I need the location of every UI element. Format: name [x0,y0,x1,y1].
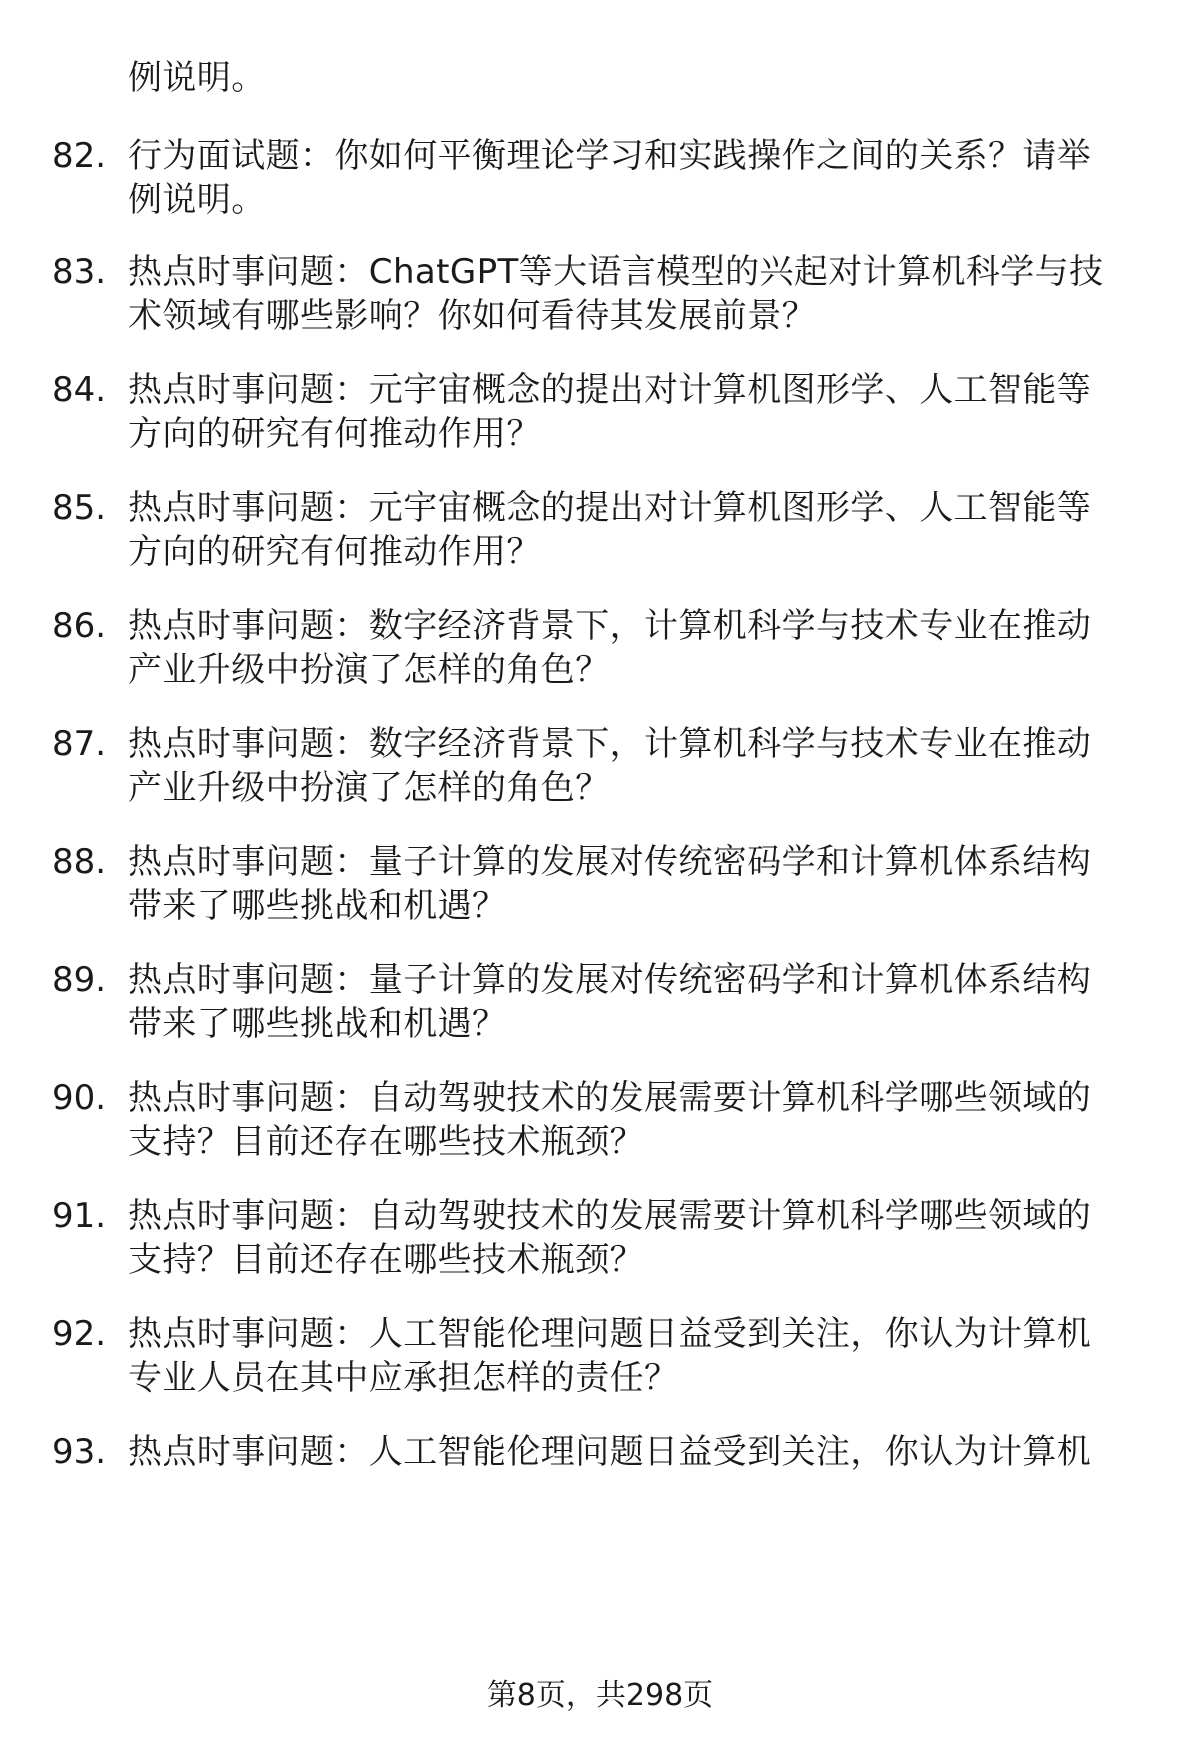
item-line-2: 产业升级中扮演了怎样的角色？ [128,650,610,690]
item-number: 86. [52,606,107,646]
item-number: 83. [52,252,107,292]
item-number: 92. [52,1314,107,1354]
item-line-1: 热点时事问题：自动驾驶技术的发展需要计算机科学哪些领域的 [128,1078,1092,1118]
item-number: 91. [52,1196,107,1236]
item-line-1: 热点时事问题：自动驾驶技术的发展需要计算机科学哪些领域的 [128,1196,1092,1236]
item-line-2: 带来了哪些挑战和机遇？ [128,886,507,926]
item-number: 84. [52,370,107,410]
item-line-2: 术领域有哪些影响？你如何看待其发展前景？ [128,296,816,336]
item-line-2: 专业人员在其中应承担怎样的责任？ [128,1358,679,1398]
item-line-2: 支持？目前还存在哪些技术瓶颈？ [128,1240,644,1280]
item-line-1: 热点时事问题：人工智能伦理问题日益受到关注，你认为计算机 [128,1314,1092,1354]
item-line-1: 热点时事问题：数字经济背景下，计算机科学与技术专业在推动 [128,606,1092,646]
item-line-1: 热点时事问题：量子计算的发展对传统密码学和计算机体系结构 [128,842,1092,882]
item-number: 88. [52,842,107,882]
item-number: 90. [52,1078,107,1118]
item-line-2: 支持？目前还存在哪些技术瓶颈？ [128,1122,644,1162]
item-line-1: 热点时事问题：量子计算的发展对传统密码学和计算机体系结构 [128,960,1092,1000]
item-number: 87. [52,724,107,764]
item-line-1: 热点时事问题：人工智能伦理问题日益受到关注，你认为计算机 [128,1432,1092,1472]
page-number-footer: 第8页，共298页 [486,1678,714,1713]
item-line-1: 行为面试题：你如何平衡理论学习和实践操作之间的关系？请举 [128,136,1092,176]
carryover-text: 例说明。 [128,58,266,98]
item-line-2: 产业升级中扮演了怎样的角色？ [128,768,610,808]
item-number: 93. [52,1432,107,1472]
item-line-2: 方向的研究有何推动作用？ [128,532,541,572]
item-line-2: 带来了哪些挑战和机遇？ [128,1004,507,1044]
item-number: 89. [52,960,107,1000]
item-line-1: 热点时事问题：元宇宙概念的提出对计算机图形学、人工智能等 [128,488,1092,528]
item-line-1: 热点时事问题：数字经济背景下，计算机科学与技术专业在推动 [128,724,1092,764]
item-number: 85. [52,488,107,528]
item-line-2: 方向的研究有何推动作用？ [128,414,541,454]
item-line-1: 热点时事问题：元宇宙概念的提出对计算机图形学、人工智能等 [128,370,1092,410]
item-line-1: 热点时事问题：ChatGPT等大语言模型的兴起对计算机科学与技 [128,252,1104,292]
item-number: 82. [52,136,107,176]
item-line-2: 例说明。 [128,180,266,220]
